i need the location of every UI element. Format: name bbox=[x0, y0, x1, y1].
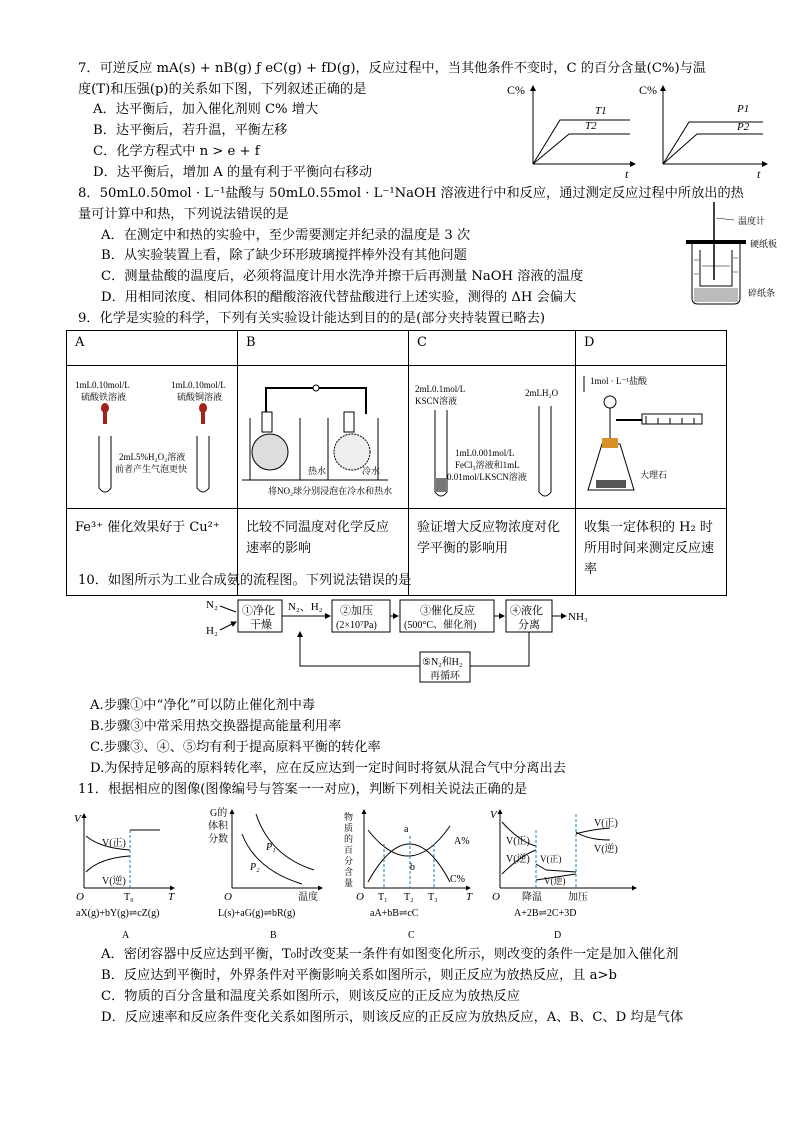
q10-option-b: B.步骤③中常采用热交换器提高能量利用率 bbox=[90, 719, 342, 734]
q11c-t: T bbox=[466, 891, 473, 903]
q10-box2-line2: (2×10⁷Pa) bbox=[336, 620, 377, 631]
q9-caption-b: 比较不同温度对化学反应速率的影响 bbox=[238, 509, 409, 596]
q11b-y3: 分数 bbox=[208, 834, 228, 845]
q11-option-c: C．物质的百分含量和温度关系如图所示，则该反应的正反应为放热反应 bbox=[101, 989, 520, 1004]
q7-g2-ylabel: C% bbox=[639, 83, 657, 97]
q9-caption-c: 验证增大反应物浓度对化学平衡的影响用 bbox=[409, 509, 576, 596]
q9-table bbox=[66, 330, 727, 596]
q11b-y2: 体积 bbox=[208, 821, 228, 832]
q10-box1-line1: ①净化 bbox=[242, 605, 275, 617]
q11d-cool: 降温 bbox=[522, 892, 542, 903]
q8-label-paper: 碎纸条 bbox=[748, 288, 776, 298]
q9-header-b: B bbox=[238, 331, 409, 366]
q10-box5-line2: 再循环 bbox=[430, 671, 460, 682]
q11a-vz: V(正) bbox=[102, 838, 126, 849]
q10-option-d: D.为保持足够高的原料转化率，应在反应达到一定时间时将氨从混合气中分离出去 bbox=[90, 761, 566, 776]
q11c-equation: aA+bB⇌cC bbox=[370, 908, 419, 919]
q9c-label-l2: KSCN溶液 bbox=[415, 396, 458, 406]
q7-option-a: A．达平衡后，加入催化剂则 C% 增大 bbox=[93, 102, 319, 117]
q11-option-d: D．反应速率和反应条件变化关系如图所示，则该反应的正反应为放热反应，A、B、C、D 均是气体 bbox=[101, 1010, 684, 1025]
q11-graph-c bbox=[344, 810, 473, 941]
q9c-label-m2: FeCl₃溶液和1mL bbox=[455, 460, 520, 470]
q10-box1-line2: 干燥 bbox=[250, 619, 272, 631]
q9-image-b bbox=[238, 366, 409, 509]
q9a-right-label: 1mL0.10mol/L bbox=[171, 380, 226, 390]
q9d-acid-label: 1mol · L⁻¹盐酸 bbox=[590, 376, 647, 386]
q9a-left-label2: 硫酸铁溶液 bbox=[81, 392, 127, 402]
q11d-press: 加压 bbox=[568, 892, 588, 903]
q9d-stone-label: 大理石 bbox=[640, 470, 668, 480]
q10-box4-line1: ④液化 bbox=[510, 605, 543, 617]
q7-g1-xlabel: t bbox=[625, 167, 629, 181]
q9c-label-r: 2mLH₂O bbox=[525, 388, 559, 398]
q10-box2-line1: ②加压 bbox=[340, 605, 373, 617]
q11b-y1: G的 bbox=[210, 808, 228, 819]
q11a-y: V bbox=[74, 813, 81, 825]
q7-g2-xlabel: t bbox=[757, 167, 761, 181]
q8-label-thermometer: 温度计 bbox=[738, 216, 766, 226]
q9b-note: 将NO₂球分别浸泡在冷水和热水 bbox=[268, 486, 392, 496]
q11a-t: T bbox=[168, 891, 175, 903]
q10-input-h2: H₂ bbox=[206, 625, 218, 637]
q11-graph-a bbox=[74, 813, 175, 941]
q9a-right-label2: 硫酸铜溶液 bbox=[177, 392, 223, 402]
q11a-label: A bbox=[122, 930, 130, 941]
q9-caption-d: 收集一定体积的 H₂ 时所用时间来测定反应速率 bbox=[576, 509, 727, 596]
q11b-p2: P₂ bbox=[250, 862, 260, 873]
q11c-y3: 的 bbox=[344, 834, 354, 844]
q11a-vn: V(逆) bbox=[102, 876, 126, 887]
q11d-vz-3: V(正) bbox=[594, 818, 618, 829]
q7-graph-pressure bbox=[639, 83, 767, 181]
q11-stem: 11．根据相应的图像(图像编号与答案一一对应)，判断下列相关说法正确的是 bbox=[78, 782, 528, 797]
q11c-t2: T₂ bbox=[404, 892, 414, 903]
q11-graph-b bbox=[208, 807, 322, 941]
q7-option-d: D．达平衡后，增加 A 的量有利于平衡向右移动 bbox=[93, 165, 373, 180]
q9c-label-m3: 0.01mol/LKSCN溶液 bbox=[447, 472, 527, 482]
q9-caption-a: Fe³⁺ 催化效果好于 Cu²⁺ bbox=[67, 509, 238, 596]
q7-g2-curve-p1: P1 bbox=[737, 103, 750, 115]
q11b-o: O bbox=[224, 891, 232, 903]
q11d-o: O bbox=[492, 891, 500, 903]
q10-flowchart bbox=[198, 594, 598, 688]
q11c-apct: A% bbox=[454, 836, 470, 847]
q9a-mid-label2: 前者产生气泡更快 bbox=[115, 464, 188, 474]
q7-stem-line1: 7．可逆反应 mA(s) + nB(g) ƒ eC(g) + fD(g)，反应过程中，当其他条件不变时，C 的百分含量(C%)与温 bbox=[78, 61, 706, 76]
q7-g1-curve-t2: T2 bbox=[585, 120, 597, 132]
q11d-equation: A+2B⇌2C+3D bbox=[514, 908, 577, 919]
q9b-hot-label: 热水 bbox=[308, 466, 327, 476]
q7-graph-temperature bbox=[507, 83, 635, 181]
q8-option-b: B．从实验装置上看，除了缺少环形玻璃搅拌棒外没有其他问题 bbox=[101, 248, 467, 263]
q8-stem-line2: 量可计算中和热，下列说法错误的是 bbox=[78, 207, 289, 222]
q10-box3-line2: (500°C、催化剂) bbox=[404, 620, 477, 631]
q11-option-a: A．密闭容器中反应达到平衡，T₀时改变某一条件有如图变化所示，则改变的条件一定是加入催化剂 bbox=[101, 947, 679, 962]
q11c-y6: 含 bbox=[344, 867, 354, 877]
q10-box3-line1: ③催化反应 bbox=[420, 605, 475, 617]
q11c-y5: 分 bbox=[344, 856, 354, 866]
q7-g2-curve-p2: P2 bbox=[737, 121, 750, 133]
q9b-cold-label: 冷水 bbox=[362, 466, 381, 476]
q11c-t3: T₃ bbox=[428, 892, 438, 903]
q11d-vn-2: V(逆) bbox=[544, 876, 566, 886]
q10-option-a: A.步骤①中“净化”可以防止催化剂中毒 bbox=[90, 698, 316, 713]
q9-header-d: D bbox=[576, 331, 727, 366]
q11d-y: V bbox=[490, 809, 497, 821]
q7-g1-curve-t1: T1 bbox=[595, 105, 607, 117]
q8-option-a: A．在测定中和热的实验中，至少需要测定并纪录的温度是 3 次 bbox=[101, 228, 471, 243]
q8-label-board: 硬纸板 bbox=[750, 239, 778, 249]
q11c-y4: 百 bbox=[344, 845, 354, 855]
q7-g1-ylabel: C% bbox=[507, 83, 525, 97]
q8-option-d: D．用相同浓度、相同体积的醋酸溶液代替盐酸进行上述实验，测得的 ΔH 会偏大 bbox=[101, 290, 577, 305]
q11-graphs bbox=[70, 800, 720, 944]
q10-box4-line2: 分离 bbox=[518, 619, 540, 631]
q11-graph-d bbox=[490, 809, 636, 941]
q10-box5-line1: ⑤N₂和H₂ bbox=[422, 657, 463, 668]
q7-option-c: C．化学方程式中 n > e + f bbox=[93, 144, 260, 159]
q9a-mid-label: 2mL5%H₂O₂溶液 bbox=[119, 452, 186, 462]
q9a-left-label: 1mL0.10mol/L bbox=[75, 380, 130, 390]
q8-option-c: C．测量盐酸的温度后，必须将温度计用水洗净并擦干后再测量 NaOH 溶液的温度 bbox=[101, 269, 584, 284]
q11c-b: b bbox=[410, 862, 415, 873]
q11d-vz-2: V(正) bbox=[540, 854, 562, 864]
q11c-cpct: C% bbox=[450, 874, 465, 885]
q11c-label: C bbox=[408, 930, 415, 941]
q11c-t1: T₁ bbox=[378, 892, 388, 903]
q7-option-b: B．达平衡后，若升温，平衡左移 bbox=[93, 123, 288, 138]
q8-stem-line1: 8．50mL0.50mol · L⁻¹盐酸与 50mL0.55mol · L⁻¹NaOH 溶液进行中和反应，通过测定反应过程中所放出的热 bbox=[78, 186, 744, 201]
q10-output-nh3: NH₃ bbox=[568, 611, 588, 623]
q11d-label: D bbox=[554, 930, 562, 941]
q9-header-a: A bbox=[67, 331, 238, 366]
q11c-o: O bbox=[356, 891, 364, 903]
q11c-y7: 量 bbox=[344, 878, 354, 888]
q11a-equation: aX(g)+bY(g)⇌cZ(g) bbox=[76, 908, 160, 919]
q10-mid-label: N₂、H₂ bbox=[288, 601, 323, 613]
q9-image-d bbox=[576, 366, 727, 509]
q11c-y1: 物 bbox=[344, 812, 354, 822]
q11d-vn-1: V(逆) bbox=[506, 854, 530, 865]
q11d-vz-1: V(正) bbox=[506, 836, 530, 847]
q11a-o: O bbox=[76, 891, 84, 903]
q9-header-c: C bbox=[409, 331, 576, 366]
q11-option-b: B．反应达到平衡时，外界条件对平衡影响关系如图所示，则正反应为放热反应，且 a>b bbox=[101, 968, 617, 983]
q11a-t0: T₀ bbox=[124, 892, 134, 903]
q10-option-c: C.步骤③、④、⑤均有利于提高原料平衡的转化率 bbox=[90, 740, 381, 755]
q9-image-a bbox=[67, 366, 238, 509]
q9-stem: 9．化学是实验的科学，下列有关实验设计能达到目的的是(部分夹持装置已略去) bbox=[78, 311, 546, 326]
q11b-x: 温度 bbox=[298, 892, 318, 903]
q11c-a: a bbox=[404, 824, 409, 835]
q11b-p1: P₁ bbox=[266, 842, 276, 853]
q11d-vn-3: V(逆) bbox=[594, 844, 618, 855]
q9c-label-m1: 1mL0.001mol/L bbox=[455, 448, 515, 458]
q10-input-n2: N₂ bbox=[206, 599, 218, 611]
q8-calorimeter-apparatus bbox=[680, 200, 780, 308]
q11b-label: B bbox=[270, 930, 277, 941]
q10-stem: 10．如图所示为工业合成氨的流程图。下列说法错误的是 bbox=[78, 573, 412, 588]
q11b-equation: L(s)+aG(g)⇌bR(g) bbox=[218, 908, 296, 919]
q9-image-c bbox=[409, 366, 576, 509]
q11c-y2: 质 bbox=[344, 823, 354, 833]
q9c-label-l1: 2mL0.1mol/L bbox=[415, 384, 466, 394]
q7-stem-line2: 度(T)和压强(p)的关系如下图，下列叙述正确的是 bbox=[78, 82, 367, 97]
q7-graphs bbox=[505, 82, 775, 182]
